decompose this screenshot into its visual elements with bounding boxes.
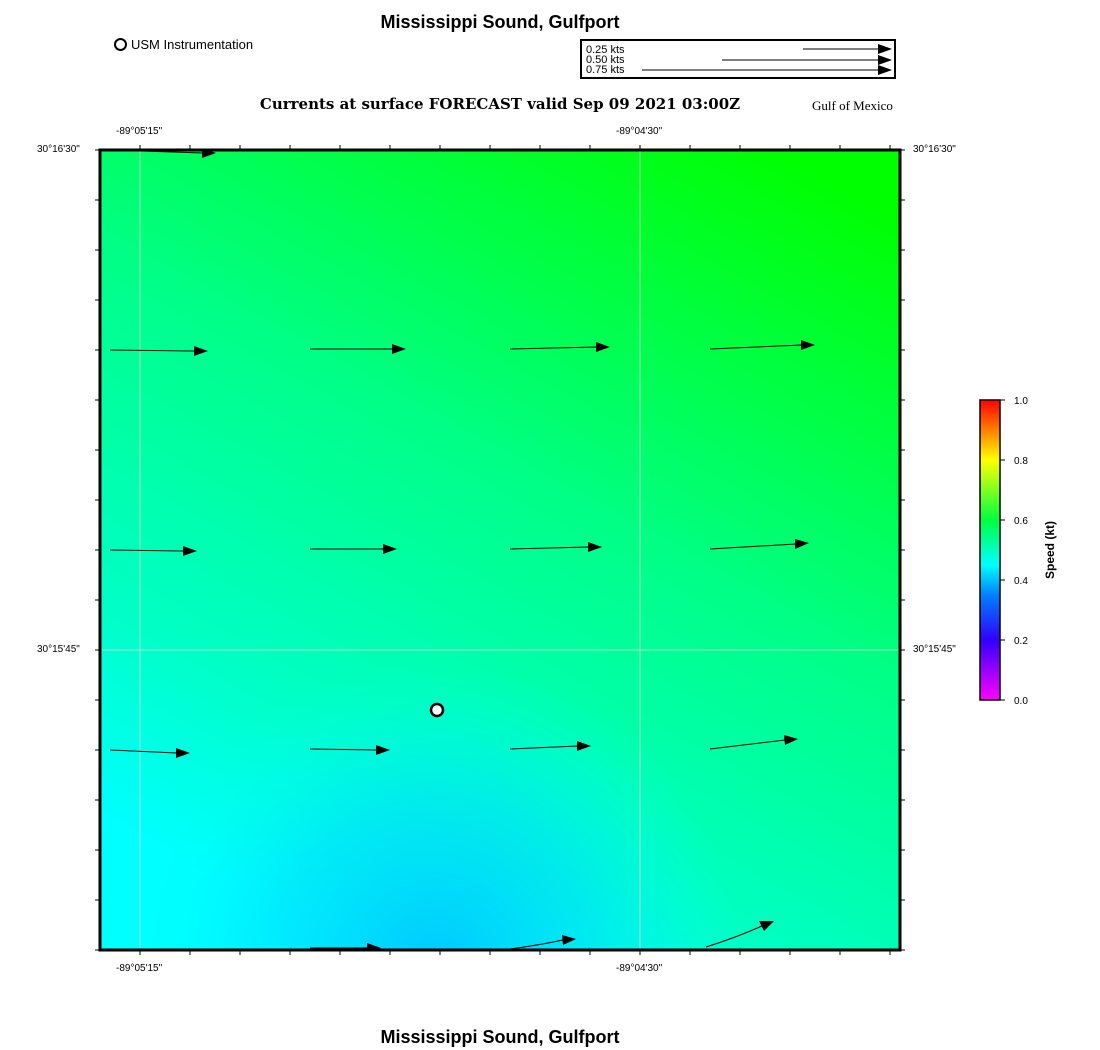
- colorbar-tick-label: 0.0: [1014, 696, 1028, 707]
- colorbar-tick-label: 0.8: [1014, 456, 1028, 467]
- colorbar-tick-label: 0.4: [1014, 576, 1028, 587]
- scale-label-075: 0.75 kts: [586, 64, 625, 76]
- scale-label-025: 0.25 kts: [586, 44, 625, 56]
- lon-label-top-right: -89°04'30": [616, 126, 663, 137]
- speed-field: [100, 150, 900, 950]
- colorbar-tick-label: 0.6: [1014, 516, 1028, 527]
- station-legend-label: USM Instrumentation: [131, 37, 254, 52]
- lat-label-right-mid: 30°15'45": [913, 644, 956, 655]
- region-label: Gulf of Mexico: [812, 98, 893, 113]
- scale-label-050: 0.50 kts: [586, 54, 625, 66]
- colorbar-tick-label: 0.2: [1014, 636, 1028, 647]
- forecast-subtitle: Currents at surface FORECAST valid Sep 09 2021 03:00Z: [259, 95, 741, 113]
- colorbar-tick-label: 1.0: [1014, 396, 1028, 407]
- colorbar-gradient: [980, 400, 1000, 700]
- lon-label-bottom-left: -89°05'15": [116, 963, 163, 974]
- colorbar-label: Speed (kt): [1043, 520, 1057, 580]
- lat-label-left-mid: 30°15'45": [37, 644, 80, 655]
- lat-label-left-top: 30°16'30": [37, 144, 80, 155]
- map-title: Mississippi Sound, Gulfport: [380, 12, 620, 32]
- lon-label-bottom-right: -89°04'30": [616, 963, 663, 974]
- usm-station-marker[interactable]: [431, 704, 443, 716]
- speed-colorbar: [970, 392, 1090, 712]
- footer-title: Mississippi Sound, Gulfport: [380, 1027, 620, 1047]
- lon-label-top-left: -89°05'15": [116, 126, 163, 137]
- lat-label-right-top: 30°16'30": [913, 144, 956, 155]
